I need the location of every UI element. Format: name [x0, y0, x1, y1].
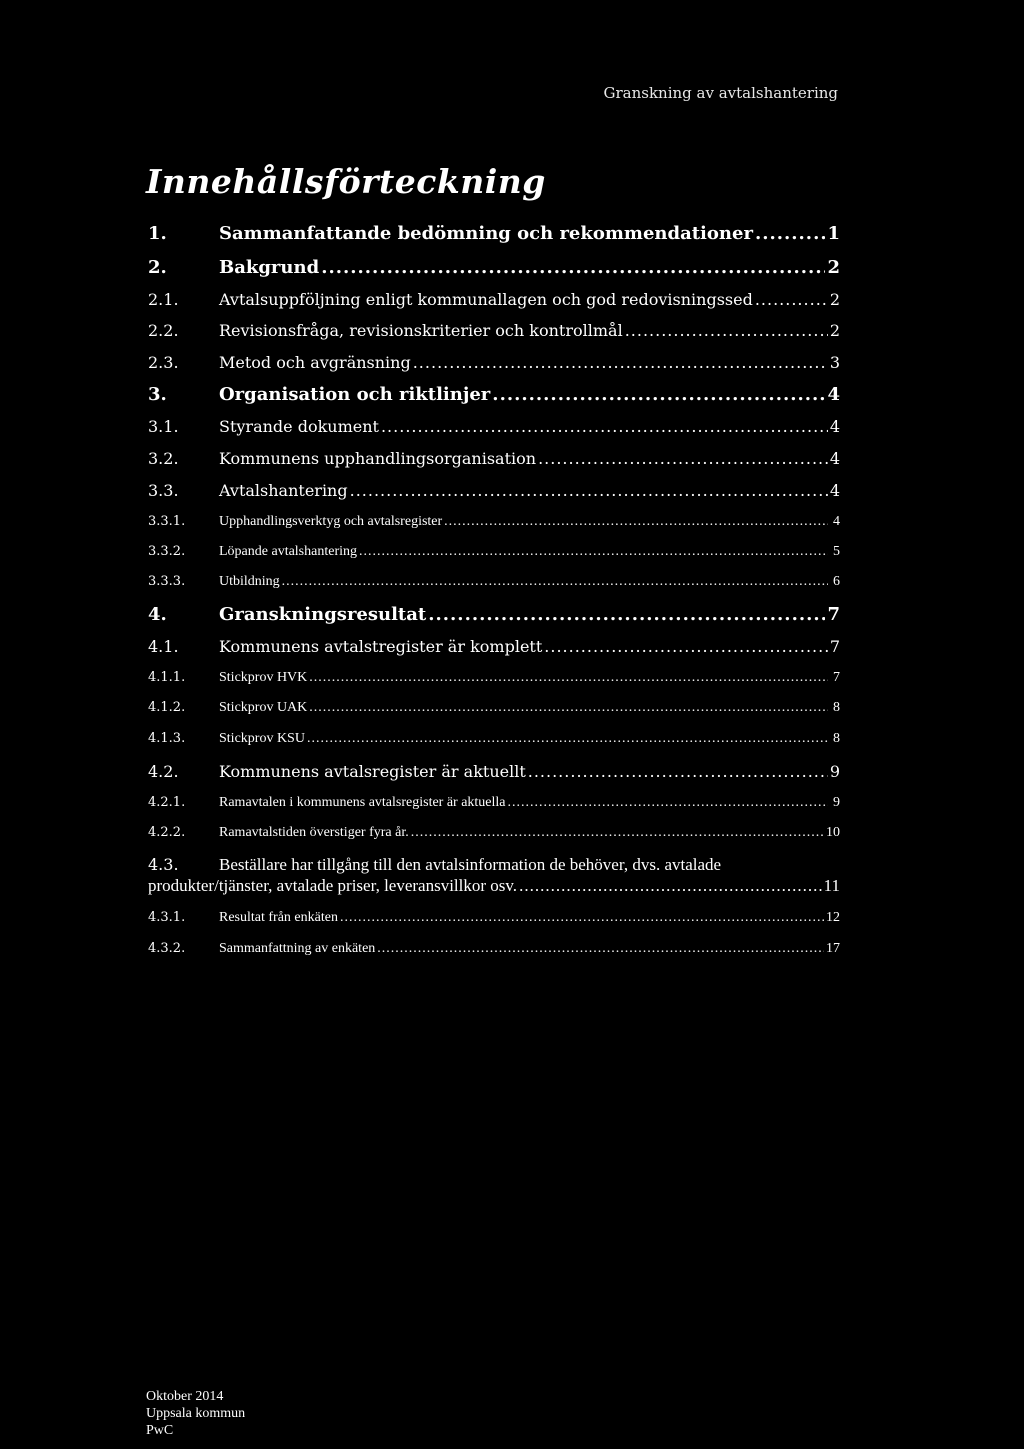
- toc-entry-page: 6: [833, 574, 840, 589]
- toc-entry[interactable]: [148, 290, 840, 309]
- toc-entry-page: 10: [826, 825, 840, 840]
- toc-entry-label: Organisation och riktlinjer: [219, 384, 491, 405]
- page-footer: [146, 1388, 245, 1439]
- toc-entry-wrapped[interactable]: [148, 855, 840, 896]
- toc-entry[interactable]: [148, 223, 840, 244]
- toc-leader-dots: [309, 700, 828, 716]
- toc-entry-label: Upphandlingsverktyg och avtalsregister: [219, 514, 443, 529]
- toc-entry-number: 4.3.1.: [148, 910, 186, 925]
- toc-entry[interactable]: [148, 637, 840, 656]
- toc-entry-label: Stickprov KSU: [219, 731, 305, 746]
- toc-entry[interactable]: [148, 353, 840, 372]
- toc-entry[interactable]: [148, 700, 840, 716]
- toc-leader-dots: [519, 876, 822, 896]
- toc-entry-label: Resultat från enkäten: [219, 910, 338, 925]
- toc-entry-label: Avtalshantering: [219, 481, 348, 500]
- toc-entry-number: 3.: [148, 384, 167, 405]
- toc-leader-dots: [544, 637, 828, 656]
- toc-entry[interactable]: [148, 257, 840, 278]
- toc-entry-page: 2: [829, 321, 840, 340]
- toc-entry-label: Utbildning: [219, 574, 280, 589]
- toc-entry[interactable]: [148, 825, 840, 841]
- toc-entry-page: 7: [829, 637, 840, 656]
- toc-leader-dots: [508, 795, 828, 811]
- toc-entry[interactable]: [148, 731, 840, 747]
- toc-leader-dots: [413, 353, 828, 372]
- toc-entry-page: 4: [829, 417, 840, 436]
- toc-entry-label: Kommunens avtalstregister är komplett: [219, 637, 543, 656]
- toc-entry-label: Avtalsuppföljning enligt kommunallagen och god redovisningssed: [219, 290, 753, 309]
- toc-leader-dots: [528, 762, 828, 781]
- toc-entry-number: 3.1.: [148, 417, 179, 436]
- toc-entry-page: 3: [829, 353, 840, 372]
- toc-leader-dots: [309, 670, 828, 686]
- toc-entry-page: 17: [826, 941, 840, 956]
- toc-entry-number: 3.3.1.: [148, 514, 186, 529]
- toc-entry-page: 1: [827, 223, 840, 244]
- toc-entry[interactable]: [148, 514, 840, 530]
- toc-entry-page: 8: [833, 731, 840, 746]
- toc-entry-number: 4.: [148, 604, 167, 625]
- toc-entry-label: Granskningsresultat: [219, 604, 427, 625]
- toc-leader-dots: [755, 223, 826, 244]
- toc-entry[interactable]: [148, 670, 840, 686]
- toc-entry-number: 3.3.2.: [148, 544, 186, 559]
- toc-entry-page: 5: [833, 544, 840, 559]
- toc-entry-number: 4.3.: [148, 855, 179, 874]
- toc-entry-number: 4.1.: [148, 637, 179, 656]
- toc-leader-dots: [411, 825, 824, 841]
- toc-entry-page: 12: [826, 910, 840, 925]
- toc-entry[interactable]: [148, 941, 840, 957]
- toc-entry-page: 7: [827, 604, 840, 625]
- toc-leader-dots: [755, 290, 828, 309]
- toc-entry-number: 1.: [148, 223, 167, 244]
- toc-entry-label: Stickprov HVK: [219, 670, 308, 685]
- toc-entry-label: Metod och avgränsning: [219, 353, 411, 372]
- footer-organization: Uppsala kommun: [146, 1406, 246, 1421]
- toc-entry[interactable]: [148, 417, 840, 436]
- toc-entry-label: Styrande dokument: [219, 417, 379, 436]
- toc-entry[interactable]: [148, 795, 840, 811]
- toc-leader-dots: [321, 257, 825, 278]
- toc-entry[interactable]: [148, 910, 840, 926]
- toc-entry-label: Stickprov UAK: [219, 700, 308, 715]
- toc-entry-label: Sammanfattande bedömning och rekommendationer: [219, 223, 753, 244]
- toc-leader-dots: [625, 321, 828, 340]
- toc-entry-page: 11: [823, 876, 840, 895]
- toc-leader-dots: [377, 941, 824, 957]
- toc-entry[interactable]: [148, 544, 840, 560]
- toc-entry-page: 7: [833, 670, 840, 685]
- toc-entry-page: 4: [829, 481, 840, 500]
- toc-entry[interactable]: [148, 604, 840, 625]
- toc-entry-page: 2: [827, 257, 840, 278]
- toc-leader-dots: [307, 731, 828, 747]
- toc-entry-number: 3.3.: [148, 481, 179, 500]
- toc-entry-label-line2: produkter/tjänster, avtalade priser, leveransvillkor osv.: [148, 876, 518, 895]
- toc-entry-number: 4.2.2.: [148, 825, 186, 840]
- toc-leader-dots: [381, 417, 828, 436]
- page-title: Innehållsförteckning: [146, 162, 546, 201]
- toc-leader-dots: [538, 449, 828, 468]
- toc-entry-number: 2.2.: [148, 321, 179, 340]
- toc-leader-dots: [282, 574, 828, 590]
- toc-entry-number: 2.1.: [148, 290, 179, 309]
- toc-entry-number: 4.3.2.: [148, 941, 186, 956]
- toc-entry[interactable]: [148, 574, 840, 590]
- toc-leader-dots: [492, 384, 825, 405]
- footer-author: PwC: [146, 1423, 174, 1438]
- toc-leader-dots: [428, 604, 825, 625]
- toc-leader-dots: [444, 514, 828, 530]
- toc-entry-number: 2.: [148, 257, 167, 278]
- toc-entry-page: 9: [833, 795, 840, 810]
- toc-entry-number: 4.2.1.: [148, 795, 186, 810]
- footer-date: Oktober 2014: [146, 1389, 224, 1404]
- toc-entry-label: Sammanfattning av enkäten: [219, 941, 376, 956]
- toc-entry-number: 4.1.3.: [148, 731, 186, 746]
- toc-entry-label: Kommunens upphandlingsorganisation: [219, 449, 537, 468]
- toc-entry-number: 4.1.1.: [148, 670, 186, 685]
- toc-entry[interactable]: [148, 321, 840, 340]
- toc-entry-number: 3.3.3.: [148, 574, 186, 589]
- toc-entry-number: 3.2.: [148, 449, 179, 468]
- toc-entry-label-line1: Beställare har tillgång till den avtalsinformation de behöver, dvs. avtalade: [219, 855, 722, 874]
- toc-entry-label: Kommunens avtalsregister är aktuellt: [219, 762, 526, 781]
- toc-leader-dots: [340, 910, 824, 926]
- toc-entry-page: 4: [827, 384, 840, 405]
- toc-leader-dots: [359, 544, 828, 560]
- toc-entry-number: 4.2.: [148, 762, 179, 781]
- toc-entry-page: 4: [833, 514, 840, 529]
- toc-entry-label: Ramavtalen i kommunens avtalsregister är aktuella: [219, 795, 506, 810]
- toc-leader-dots: [350, 481, 828, 500]
- toc-entry-label: Ramavtalstiden överstiger fyra år.: [219, 825, 409, 840]
- toc-entry[interactable]: [148, 481, 840, 500]
- toc-entry-page: 9: [829, 762, 840, 781]
- toc-entry[interactable]: [148, 449, 840, 468]
- toc-entry-number: 4.1.2.: [148, 700, 186, 715]
- toc-entry-label: Revisionsfråga, revisionskriterier och kontrollmål: [219, 321, 623, 340]
- toc-entry-page: 4: [829, 449, 840, 468]
- toc-entry[interactable]: [148, 384, 840, 405]
- toc-entry-label: Löpande avtalshantering: [219, 544, 358, 559]
- toc-entry-number: 2.3.: [148, 353, 179, 372]
- toc-entry-page: 2: [829, 290, 840, 309]
- toc-entry-label: Bakgrund: [219, 257, 320, 278]
- toc-entry[interactable]: [148, 762, 840, 781]
- running-header: Granskning av avtalshantering: [603, 84, 838, 102]
- toc-entry-page: 8: [833, 700, 840, 715]
